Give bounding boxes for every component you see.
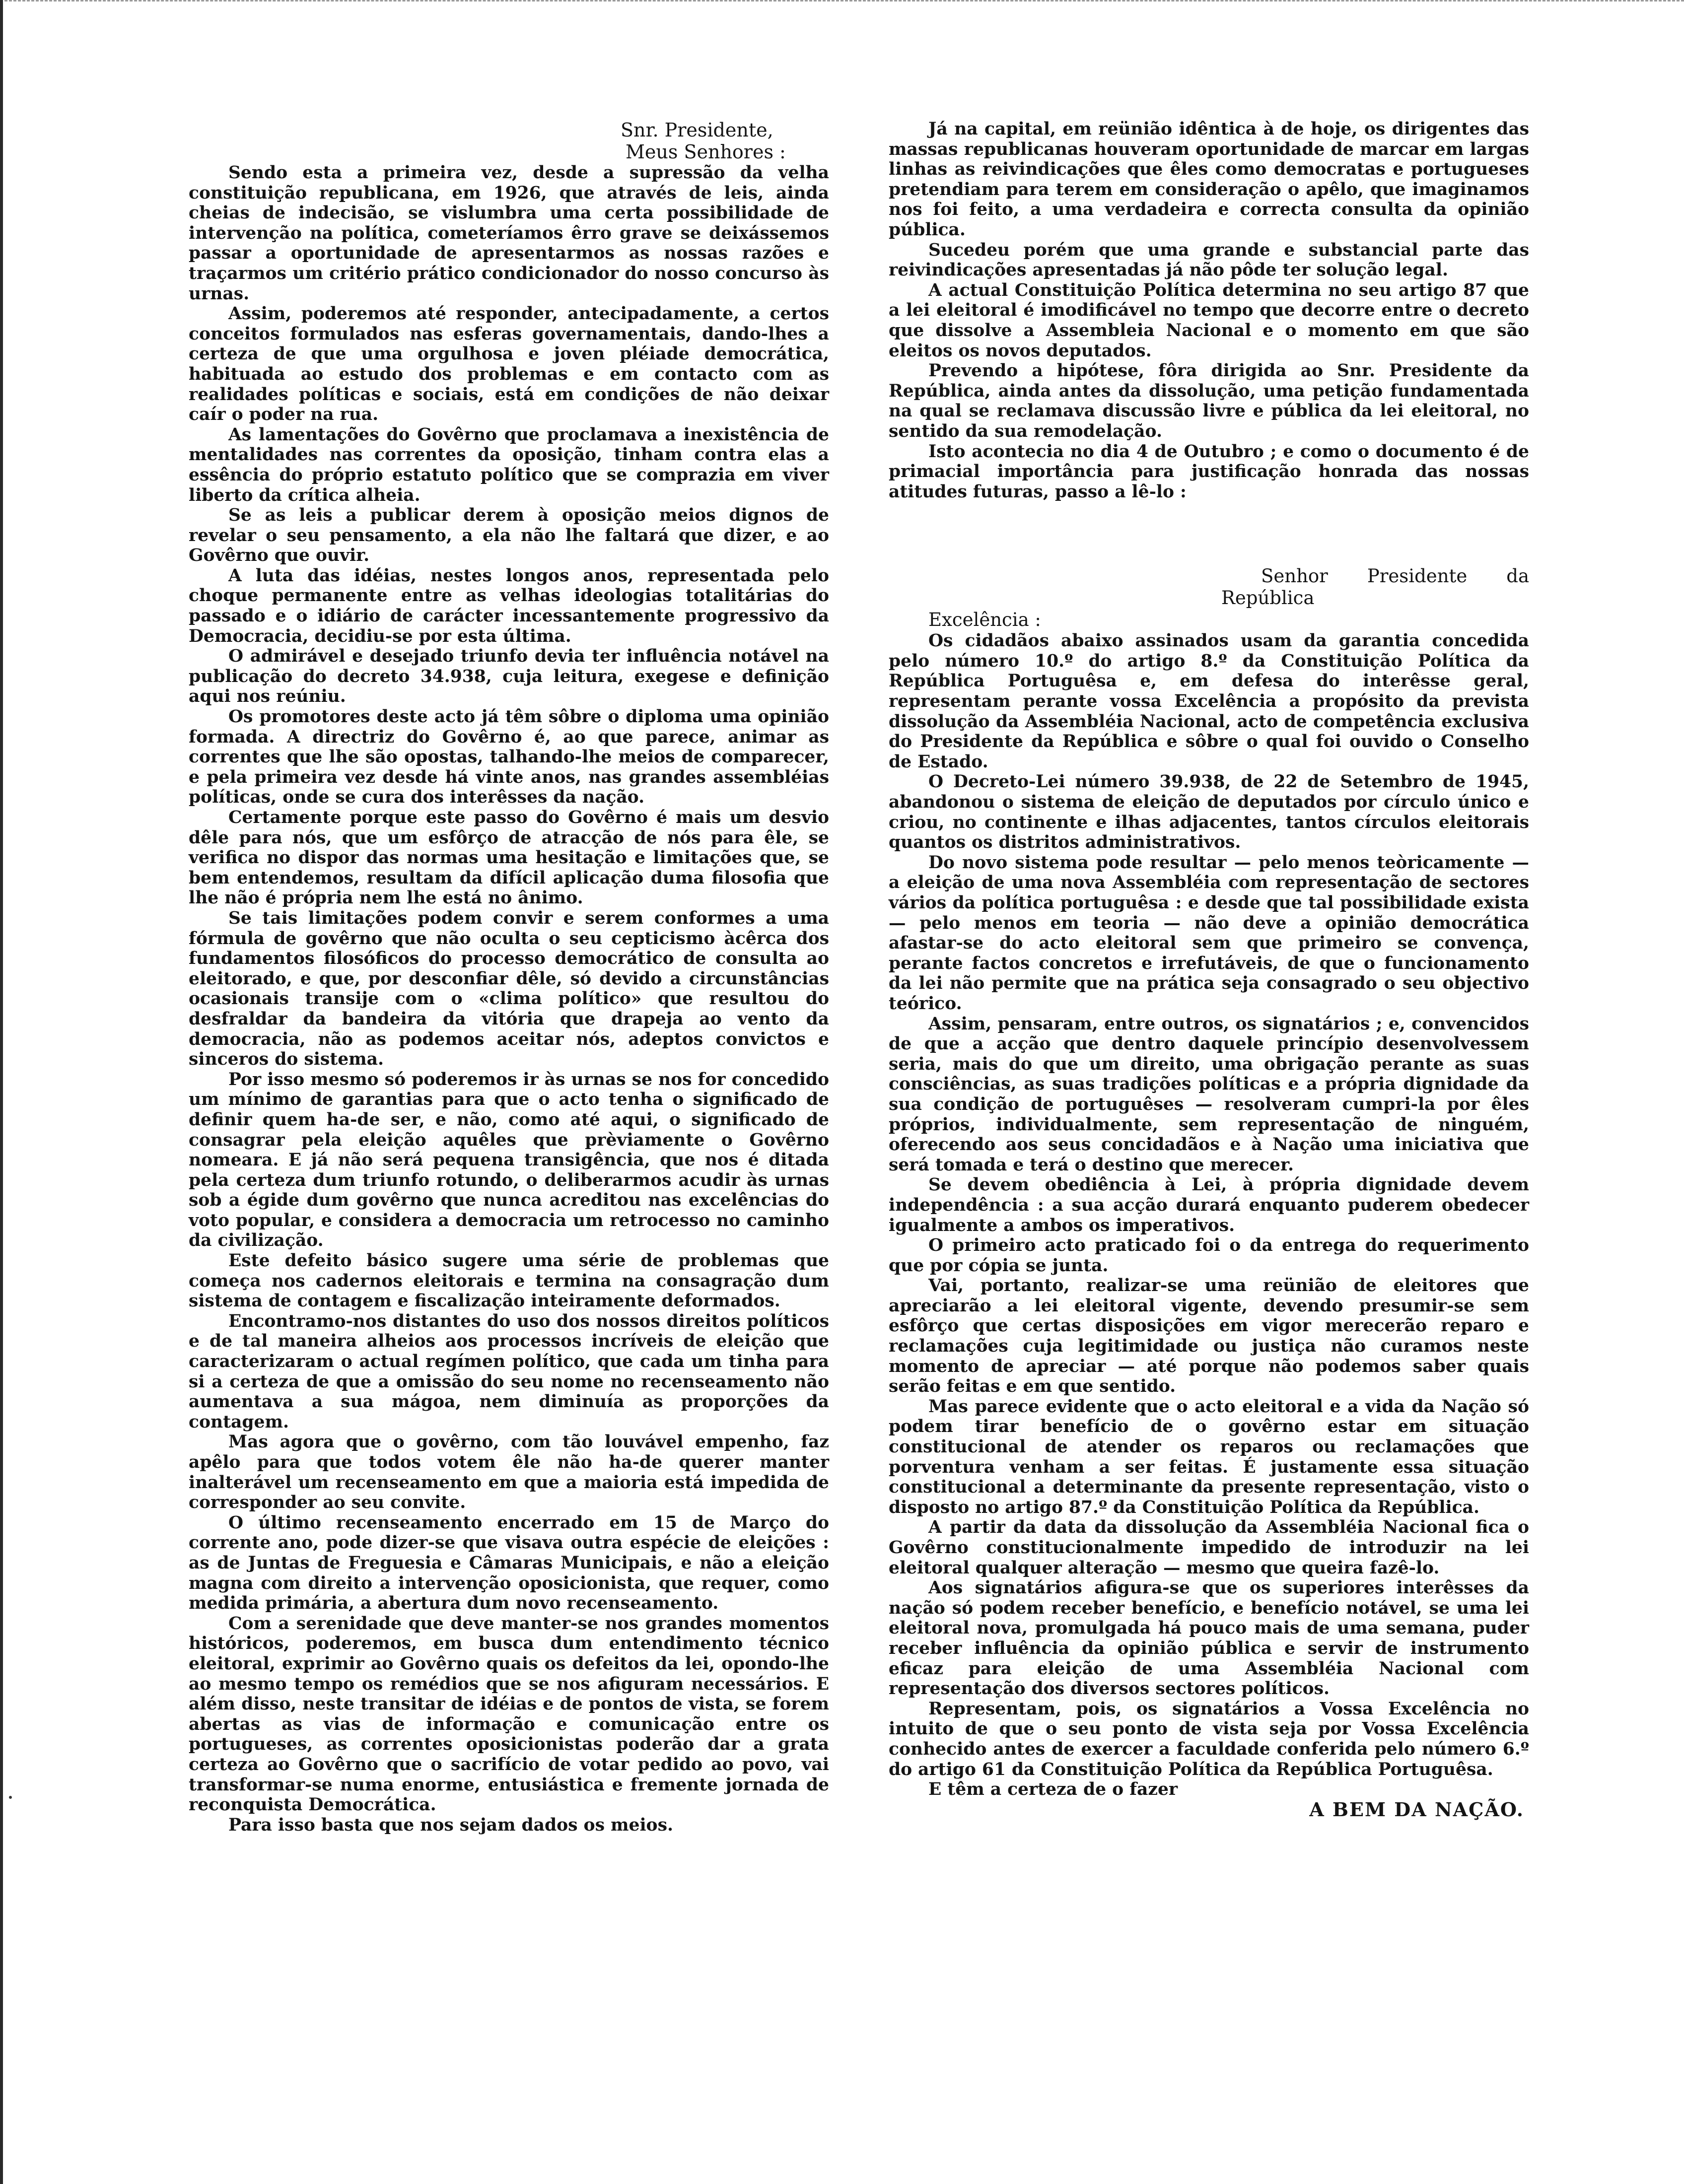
letter-paragraph: E têm a certeza de o fazer <box>928 1779 1178 1800</box>
letter-paragraph: Assim, pensaram, entre outros, os signatários ; e, convencidos de que a acção que dentro daquele princípio desenvolvessem seria, mais do que um direito, uma obrigação perante as suas consciências, as suas tradições políticas e a própria dignidade da sua condição de portuguêses — resolveram cumpri-la por êles próprios, individualmente, sem representação de ninguém, oferecendo aos seus concidadãos e à Nação uma iniciativa que será tomada e terá o destino que merecer. <box>889 1014 1529 1175</box>
right-column <box>889 119 1529 1820</box>
paragraph: Certamente porque este passo do Govêrno é mais um desvio dêle para nós, que um esfôrço de atracção de nós para êle, se verifica no dispor das normas uma hesitação e limitações que, se bem entendemos, resultam da difícil aplicação duma filosofia que lhe não é própria nem lhe está no ânimo. <box>189 808 829 908</box>
letter-paragraph: Do novo sistema pode resultar — pelo menos teòricamente — a eleição de uma nova Assembléia com representação de sectores vários da política portuguêsa : e desde que tal possibilidade exista — pelo menos em teoria — não deve a opinião democrática afastar-se do acto eleitoral sem que primeiro se convença, perante factos concretos e irrefutáveis, de que o funcionamento da lei não permite que na prática seja consagrado o seu objectivo teórico. <box>889 852 1529 1014</box>
letter-paragraph: Os cidadãos abaixo assinados usam da garantia concedida pelo número 10.º do artigo 8.º da Constituição Política da República Portuguêsa e, em defesa do interêsse geral, representam perante vossa Excelência a propósito da prevista dissolução da Assembléia Nacional, acto de competência exclusiva do Presidente da República e sôbre o qual foi ouvido o Conselho de Estado. <box>889 631 1529 772</box>
left-column <box>189 119 829 1835</box>
paragraph: Com a serenidade que deve manter-se nos grandes momentos históricos, poderemos, em busca dum entendimento técnico eleitoral, exprimir ao Govêrno quais os defeitos da lei, opondo-lhe ao mesmo tempo os remédios que se nos afiguram necessários. E além disso, neste transitar de idéias e de pontos de vista, se forem abertas as vias de informação e comunicação entre os portugueses, as correntes oposicionistas poderão dar a grata certeza ao Govêrno que o sacrifício de votar pedido ao povo, vai transformar-se numa enorme, entusiástica e fremente jornada de reconquista Democrática. <box>189 1613 829 1815</box>
paragraph: Isto acontecia no dia 4 de Outubro ; e como o documento é de primacial importância para justificação honrada das nossas atitudes futuras, passo a lê-lo : <box>889 441 1529 502</box>
letter-paragraph: O Decreto-Lei número 39.938, de 22 de Setembro de 1945, abandonou o sistema de eleição de deputados por círculo único e criou, no continente e ilhas adjacentes, tantos círculos eleitorais quantos os distritos administrativos. <box>889 772 1529 853</box>
paragraph: Sendo esta a primeira vez, desde a supressão da velha constituição republicana, em 1926, que através de leis, ainda cheias de indecisão, se vislumbra uma certa possibilidade de intervenção na política, cometeríamos êrro grave se deixássemos passar a oportunidade de apresentarmos as nossas razões e traçarmos um critério prático condicionador do nosso concurso às urnas. <box>189 163 829 304</box>
paragraph: Prevendo a hipótese, fôra dirigida ao Snr. Presidente da República, ainda antes da dissolução, uma petição fundamentada na qual se reclamava discussão livre e pública da lei eleitoral, no sentido da sua remodelação. <box>889 361 1529 441</box>
paragraph: A luta das idéias, nestes longos anos, representada pelo choque permanente entre as velhas ideologias totalitárias do passado e o idiário de carácter incessantemente progressivo da Democracia, decidiu-se por esta última. <box>189 565 829 646</box>
paragraph: Já na capital, em reünião idêntica à de hoje, os dirigentes das massas republicanas houveram oportunidade de marcar em largas linhas as reivindicações que êles como democratas e portugueses pretendiam para terem em consideração o apêlo, que imaginamos nos foi feito, a uma verdadeira e correcta consulta da opinião pública. <box>889 119 1529 240</box>
page-top-edge <box>0 0 1684 3</box>
ink-speck <box>9 1796 12 1799</box>
letter-paragraph: A partir da data da dissolução da Assembléia Nacional fica o Govêrno constitucionalmente impedido de introduzir na lei eleitoral qualquer alteração — mesmo que queira fazê-lo. <box>889 1517 1529 1578</box>
salutation-president: Snr. Presidente, <box>621 119 773 141</box>
paragraph: Os promotores deste acto já têm sôbre o diploma uma opinião formada. A directriz do Govêrno é, ao que parece, animar as correntes que lhe são opostas, talhando-lhe meios de comparecer, e pela primeira vez desde há vinte anos, nas grandes assembléias políticas, onde se cura dos interêsses da nação. <box>189 707 829 808</box>
closing-formula: A BEM DA NAÇÃO. <box>1309 1798 1524 1821</box>
letter-paragraph: Aos signatários afigura-se que os superiores interêsses da nação só podem receber benefício, e benefício notável, se uma lei eleitoral nova, promulgada há pouco mais de uma semana, puder receber influência da opinião pública e servir de instrumento eficaz para eleição de uma Assembléia Nacional com representação dos diversos sectores políticos. <box>889 1578 1529 1699</box>
paragraph: Assim, poderemos até responder, antecipadamente, a certos conceitos formulados nas esferas governamentais, dando-lhes a certeza de que uma orgulhosa e joven pléiade democrática, habituada ao estudo dos problemas e em contacto com as realidades políticas e sociais, está em condições de não deixar caír o poder na rua. <box>189 304 829 425</box>
paragraph: Se as leis a publicar derem à oposição meios dignos de revelar o seu pensamento, a ela não lhe faltará que dizer, e ao Govêrno que ouvir. <box>189 505 829 566</box>
page-left-edge <box>0 0 3 2184</box>
letter-excellency: Excelência : <box>928 609 1041 631</box>
paragraph: Mas agora que o govêrno, com tão louvável empenho, faz apêlo para que todos votem êle não ha-de querer manter inalterável um recenseamento em que a maioria está impedida de corresponder ao seu convite. <box>189 1432 829 1513</box>
paragraph: Para isso basta que nos sejam dados os meios. <box>228 1815 674 1835</box>
paragraph: O último recenseamento encerrado em 15 de Março do corrente ano, pode dizer-se que visava outra espécie de eleições : as de Juntas de Freguesia e Câmaras Municipais, e não a eleição magna com direito a intervenção oposicionista, que requer, como medida primária, a abertura dum novo recenseamento. <box>189 1512 829 1614</box>
letter-paragraph: Mas parece evidente que o acto eleitoral e a vida da Nação só podem tirar benefício de o govêrno estar em situação constitucional de atender os reparos ou reclamações que porventura venham a ser feitas. É justamente essa situação constitucional a determinante da presente representação, visto o disposto no artigo 87.º da Constituição Política da República. <box>889 1396 1529 1517</box>
letter-header <box>889 565 1529 631</box>
salutation-gentlemen: Meus Senhores : <box>626 141 786 163</box>
letter-paragraph: Vai, portanto, realizar-se uma reünião de eleitores que apreciarão a lei eleitoral vigente, devendo presumir-se sem esfôrço que certas disposições em vigor merecerão reparo e reclamações cuja legitimidade ou justiça não curamos neste momento de apreciar — até porque não podemos saber quais serão feitas e em que sentido. <box>889 1276 1529 1397</box>
paragraph: As lamentações do Govêrno que proclamava a inexistência de mentalidades nas correntes da oposição, tinham contra elas a essência do próprio estatuto político que se comprazia em viver liberto da crítica alheia. <box>189 424 829 505</box>
letter-paragraph: O primeiro acto praticado foi o da entrega do requerimento que por cópia se junta. <box>889 1235 1529 1276</box>
paragraph: Se tais limitações podem convir e serem conformes a uma fórmula de govêrno que não oculta o seu cepticismo àcêrca dos fundamentos filosóficos do processo democrático de consulta ao eleitorado, e que, por desconfiar dêle, só devido a circunstâncias ocasionais transije com o «clima político» que resultou do desfraldar da bandeira da vitória que drapeja ao vento da democracia, não as podemos aceitar nós, adeptos convictos e sinceros do sistema. <box>189 908 829 1070</box>
paragraph: Encontramo-nos distantes do uso dos nossos direitos políticos e de tal maneira alheios aos processos incríveis de eleição que caracterizaram o actual regímen político, que cada um tinha para si a certeza de que a omissão do seu nome no recenseamento não aumentava a sua mágoa, nem diminuía as proporções da contagem. <box>189 1311 829 1432</box>
paragraph: Este defeito básico sugere uma série de problemas que começa nos cadernos eleitorais e termina na consagração dum sistema de contagem e fiscalização inteiramente deformados. <box>189 1251 829 1311</box>
letter-paragraph: Se devem obediência à Lei, à própria dignidade devem independência : a sua acção durará enquanto puderem obedecer igualmente a ambos os imperativos. <box>889 1175 1529 1235</box>
letter-addressee: Senhor Presidente da República <box>1221 565 1529 609</box>
paragraph: O admirável e desejado triunfo devia ter influência notável na publicação do decreto 34.938, cuja leitura, exegese e definição aqui nos reúniu. <box>189 646 829 707</box>
paragraph: A actual Constituição Política determina no seu artigo 87 que a lei eleitoral é imodificável no tempo que decorre entre o decreto que dissolve a Assembleia Nacional e o momento em que são eleitos os novos deputados. <box>889 280 1529 361</box>
paragraph: Por isso mesmo só poderemos ir às urnas se nos for concedido um mínimo de garantias para que o acto tenha o significado de definir quem ha-de ser, e não, como até aqui, o significado de consagrar pela eleição aquêles que prèviamente o Govêrno nomeara. E já não será pequena transigência, que nos é ditada pela certeza dum triunfo rotundo, o deliberarmos acudir às urnas sob a égide dum govêrno que nunca acreditou nas excelências do voto popular, e considera a democracia um retrocesso no caminho da civilização. <box>189 1069 829 1251</box>
letter-paragraph: Representam, pois, os signatários a Vossa Excelência no intuito de que o seu ponto de vista seja por Vossa Excelência conhecido antes de exercer a faculdade conferida pelo número 6.º do artigo 61 da Constituição Política da República Portuguêsa. <box>889 1699 1529 1779</box>
paragraph: Sucedeu porém que uma grande e substancial parte das reivindicações apresentadas já não pôde ter solução legal. <box>889 240 1529 280</box>
